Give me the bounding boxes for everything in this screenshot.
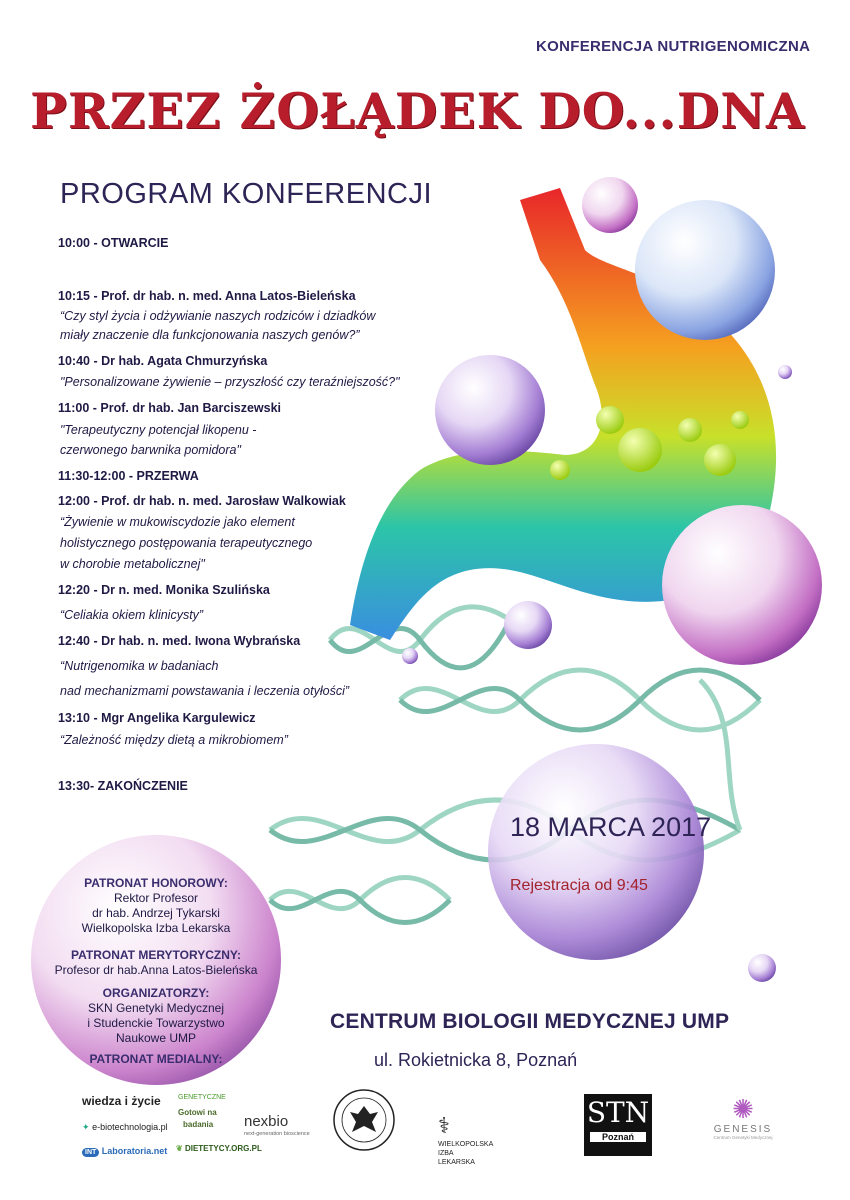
logo-stn: STN Poznań bbox=[584, 1094, 652, 1156]
logo-genetyczne-label: GENETYCZNE bbox=[178, 1094, 226, 1101]
bubble bbox=[582, 177, 638, 233]
talk-title: holistycznego postępowania terapeutycznego bbox=[60, 536, 313, 550]
patron-merit: PATRONAT MERYTORYCZNY: Profesor dr hab.Anna Latos-Bieleńska bbox=[54, 948, 258, 977]
patron-honorary: PATRONAT HONOROWY: Rektor Profesor dr hab. Andrzej Tykarski Wielkopolska Izba Lekarska bbox=[81, 876, 231, 935]
venue-name: CENTRUM BIOLOGII MEDYCZNEJ UMP bbox=[330, 1010, 730, 1033]
bubble bbox=[635, 200, 775, 340]
event-date: 18 MARCA 2017 bbox=[510, 812, 712, 842]
logo-wiedza: wiedza i życie bbox=[82, 1094, 161, 1108]
logo-genesis: ✺ GENESIS Centrum Genetyki Medycznej bbox=[703, 1094, 783, 1140]
logo-badania: badania bbox=[183, 1120, 214, 1129]
logo-laboratoria: INT Laboratoria.net bbox=[82, 1146, 167, 1156]
logo-nexbio: nexbio bbox=[244, 1113, 289, 1130]
venue-address: ul. Rokietnicka 8, Poznań bbox=[374, 1050, 578, 1070]
int-icon: INT bbox=[82, 1148, 99, 1157]
talk-title: “Celiakia okiem klinicysty” bbox=[60, 608, 204, 622]
program-item: 13:30- ZAKOŃCZENIE bbox=[58, 779, 188, 793]
talk-title: czerwonego barwnika pomidora" bbox=[60, 443, 241, 457]
bubble bbox=[504, 601, 552, 649]
program-item: 12:00 - Prof. dr hab. n. med. Jarosław Walkowiak bbox=[58, 494, 346, 508]
bubble bbox=[662, 505, 822, 665]
genesis-burst-icon: ✺ bbox=[732, 1094, 754, 1124]
leaf-icon: ❦ bbox=[176, 1144, 183, 1153]
logo-gotowi: Gotowi na bbox=[178, 1108, 217, 1117]
program-item: 10:40 - Dr hab. Agata Chmurzyńska bbox=[58, 354, 268, 368]
program-item: 12:40 - Dr hab. n. med. Iwona Wybrańska bbox=[58, 634, 301, 648]
talk-title: “Zależność między dietą a mikrobiomem” bbox=[60, 733, 288, 747]
talk-title: miały znaczenie dla funkcjonowania naszych genów?” bbox=[60, 328, 360, 342]
date-bubble bbox=[488, 744, 704, 960]
ump-seal-logo bbox=[332, 1088, 396, 1152]
talk-title: "Terapeutyczny potencjał likopenu - bbox=[60, 423, 257, 437]
program-item: 11:30-12:00 - PRZERWA bbox=[58, 469, 199, 483]
program-item: 10:00 - OTWARCIE bbox=[58, 236, 169, 250]
program-item: 11:00 - Prof. dr hab. Jan Barciszewski bbox=[58, 401, 282, 415]
registration-time: Rejestracja od 9:45 bbox=[510, 877, 648, 894]
bubble bbox=[402, 648, 418, 664]
talk-title: “Czy styl życia i odżywianie naszych rodziców i dziadków bbox=[60, 309, 376, 323]
page-title: PRZEZ ŻOŁĄDEK DO...DNA bbox=[30, 82, 806, 140]
patron-media: PATRONAT MEDIALNY: bbox=[89, 1052, 223, 1066]
logo-ebiotech: ✦ e-biotechnologia.pl bbox=[82, 1122, 168, 1132]
program-item: 10:15 - Prof. dr hab. n. med. Anna Latos-Bieleńska bbox=[58, 289, 356, 303]
bubble bbox=[748, 954, 776, 982]
logo-dietetyk: ❦ DIETETYCY.ORG.PL bbox=[176, 1144, 262, 1153]
program-item: 13:10 - Mgr Angelika Kargulewicz bbox=[58, 711, 256, 725]
logo-nexbio-sub: next-generation bioscience bbox=[244, 1131, 310, 1137]
logo-wil: ⚕ WIELKOPOLSKA IZBA LEKARSKA bbox=[438, 1113, 494, 1166]
conference-type: KONFERENCJA NUTRIGENOMICZNA bbox=[536, 38, 811, 55]
talk-title: “Nutrigenomika w badaniach bbox=[60, 659, 219, 673]
talk-title: nad mechanizmami powstawania i leczenia otyłości” bbox=[60, 684, 350, 698]
organizers: ORGANIZATORZY: SKN Genetyki Medycznej i Studenckie Towarzystwo Naukowe UMP bbox=[87, 986, 225, 1045]
bubble bbox=[778, 365, 792, 379]
program-heading: PROGRAM KONFERENCJI bbox=[60, 178, 433, 210]
talk-title: “Żywienie w mukowiscydozie jako element bbox=[60, 515, 295, 529]
caduceus-icon: ⚕ bbox=[438, 1113, 450, 1138]
dna-icon: ✦ bbox=[82, 1122, 90, 1132]
program-item: 12:20 - Dr n. med. Monika Szulińska bbox=[58, 583, 270, 597]
bubble bbox=[435, 355, 545, 465]
talk-title: w chorobie metabolicznej" bbox=[60, 557, 205, 571]
talk-title: "Personalizowane żywienie – przyszłość czy teraźniejszość?" bbox=[60, 375, 400, 389]
